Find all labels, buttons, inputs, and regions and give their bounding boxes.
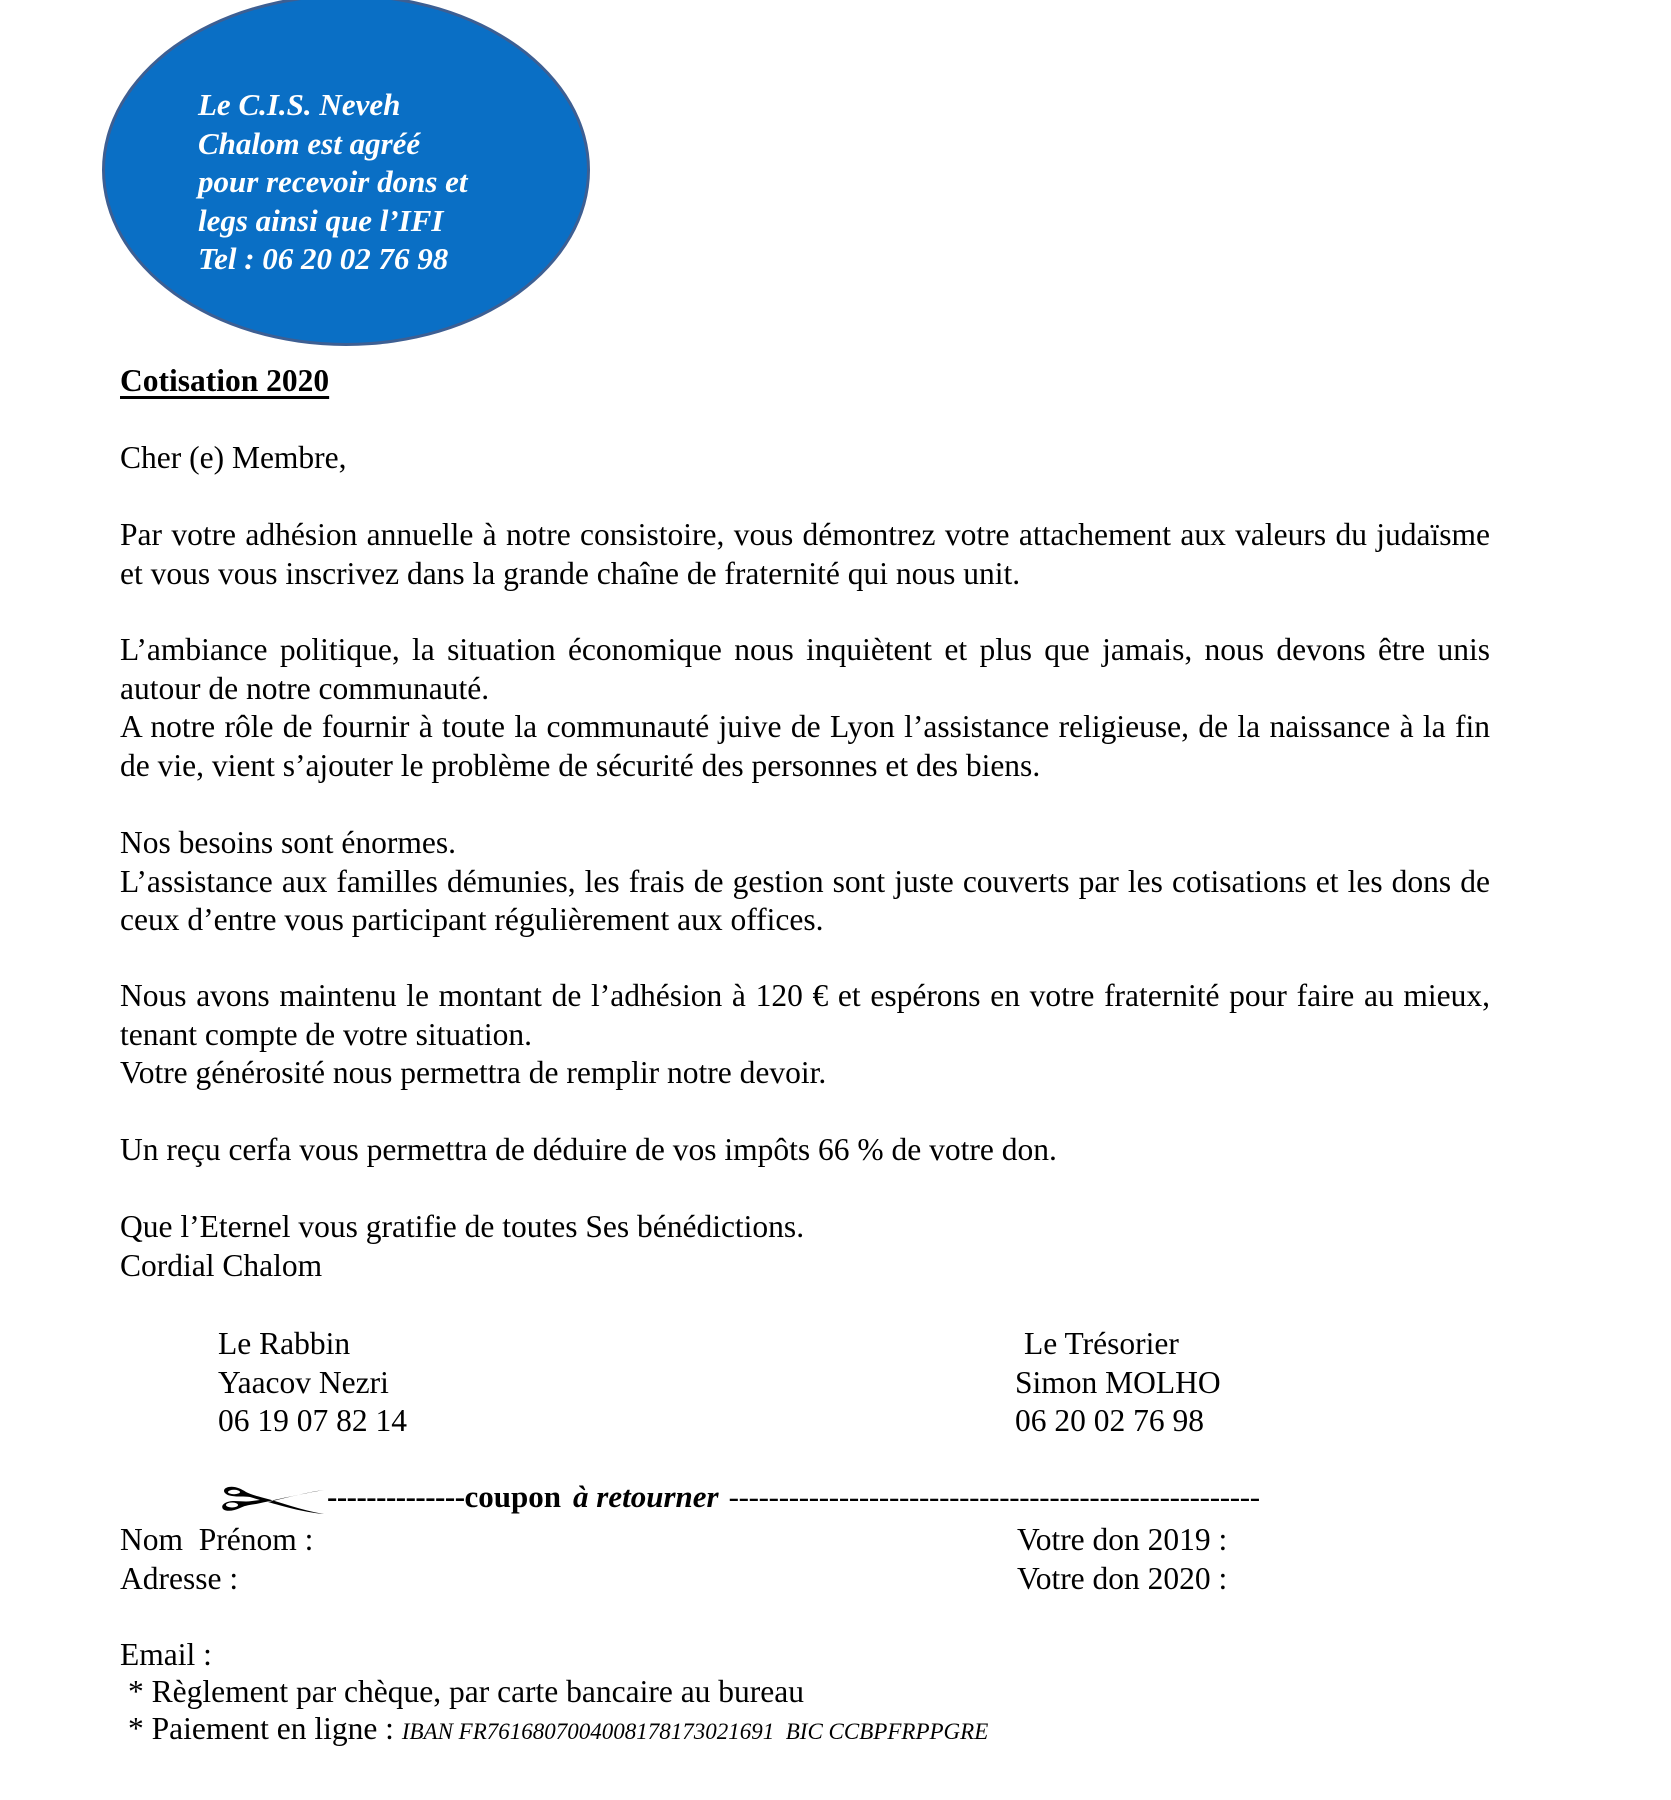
closing-salutation: Cordial Chalom — [120, 1247, 323, 1283]
signature-title: Le Rabbin — [218, 1326, 351, 1361]
paragraph-text: Votre générosité nous permettra de remplir notre devoir. — [120, 1055, 827, 1090]
signature-phone: 06 19 07 82 14 — [218, 1403, 407, 1438]
greeting — [120, 439, 1490, 478]
coupon-return-label: à retourner — [573, 1479, 719, 1514]
don-2020-field-label[interactable]: Votre don 2020 : — [1017, 1560, 1228, 1596]
signature-name: Yaacov Nezri — [218, 1364, 389, 1400]
payment-online — [128, 1710, 988, 1750]
closing-blessing: Que l’Eternel vous gratifie de toutes Ses bénédictions. — [120, 1209, 805, 1244]
payment-cheque: * Règlement par chèque, par carte bancaire au bureau — [128, 1674, 805, 1709]
iban-bic: IBAN FR7616807004008178173021691 BIC CCBPFRPPGRE — [401, 1719, 989, 1744]
signature-tresorier — [1015, 1325, 1221, 1441]
coupon-cut-line — [220, 1476, 1260, 1516]
paragraph-text: Nos besoins sont énormes. — [120, 825, 456, 860]
paragraph-tax — [120, 1131, 1490, 1170]
payment-options — [128, 1673, 988, 1750]
paragraph-needs — [120, 824, 1490, 940]
coupon-form-left — [120, 1521, 313, 1598]
paragraph-text: Un reçu cerfa vous permettra de déduire de vos impôts 66 % de votre don. — [120, 1132, 1057, 1167]
address-field-label[interactable]: Adresse : — [120, 1560, 239, 1596]
paragraph-membership — [120, 516, 1490, 593]
badge-line: legs ainsi que l’IFI — [198, 202, 444, 238]
signature-title: Le Trésorier — [1024, 1326, 1179, 1361]
page-title: Cotisation 2020 — [120, 363, 330, 398]
paragraph-amount — [120, 977, 1490, 1093]
name-field-label[interactable]: Nom Prénom : — [120, 1522, 314, 1557]
paragraph-text: Nous avons maintenu le montant de l’adhésion à 120 € et espérons en votre fraternité pour faire au mieux, tenant compte de votre situation. — [120, 978, 1490, 1052]
badge-line: pour recevoir dons et — [198, 164, 468, 199]
coupon-trail-dashes: ----------------------------------------------------- — [728, 1479, 1260, 1514]
coupon-lead-dashes: -------------- — [327, 1479, 465, 1514]
email-field-label[interactable]: Email : — [120, 1637, 212, 1672]
closing — [120, 1208, 1490, 1285]
signature-rabbin — [218, 1325, 407, 1441]
scissors-icon — [220, 1484, 325, 1516]
paragraph-text: L’assistance aux familles démunies, les frais de gestion sont juste couverts par les cotisations et les dons de ceux d’entre vous participant régulièrement aux offices. — [120, 863, 1490, 937]
badge-line: Le C.I.S. Neveh — [198, 87, 401, 122]
don-2019-field-label[interactable]: Votre don 2019 : — [1017, 1522, 1228, 1557]
signature-phone: 06 20 02 76 98 — [1015, 1403, 1204, 1438]
paragraph-text: A notre rôle de fournir à toute la communauté juive de Lyon l’assistance religieuse, de la naissance à la fin de vie, vient s’ajouter le problème de sécurité des personnes et des biens. — [120, 709, 1490, 783]
coupon-label: coupon — [464, 1479, 562, 1514]
payment-online-label: * Paiement en ligne : — [128, 1711, 394, 1746]
paragraph-text: L’ambiance politique, la situation économique nous inquiètent et plus que jamais, nous devons être unis autour de notre communauté. — [120, 632, 1490, 706]
signature-name: Simon MOLHO — [1015, 1364, 1221, 1400]
greeting-text: Cher (e) Membre, — [120, 440, 347, 475]
badge-text — [198, 86, 568, 279]
paragraph-context — [120, 631, 1490, 785]
paragraph-text: Par votre adhésion annuelle à notre consistoire, vous démontrez votre attachement aux valeurs du judaïsme et vous vous inscrivez dans la grande chaîne de fraternité qui nous unit. — [120, 517, 1490, 591]
badge-line: Chalom est agréé — [198, 125, 421, 161]
badge-line: Tel : 06 20 02 76 98 — [198, 241, 449, 276]
coupon-form-right — [1017, 1521, 1227, 1598]
